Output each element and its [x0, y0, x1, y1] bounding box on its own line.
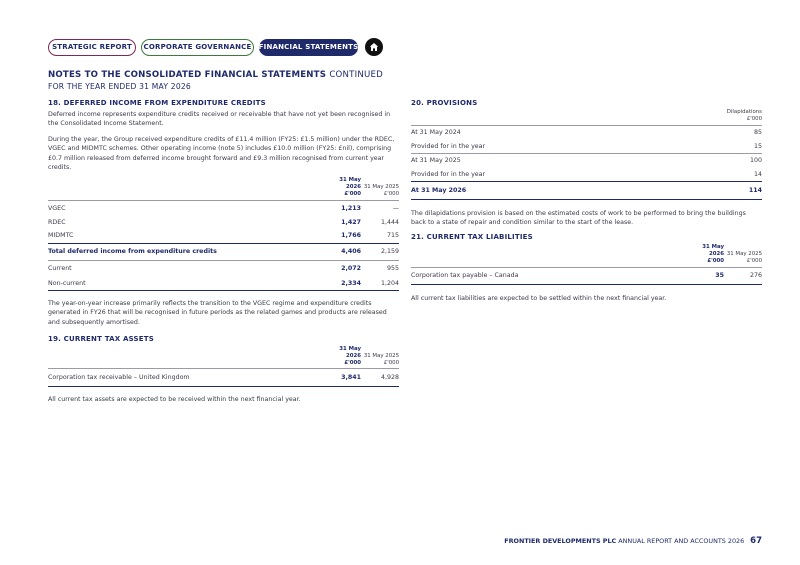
total-row: Total deferred income from expenditure credits 4,406 2,159	[48, 243, 399, 260]
table-row: VGEC 1,213 —	[48, 200, 399, 216]
table-header	[411, 244, 762, 267]
footer-document: ANNUAL REPORT AND ACCOUNTS 2026	[618, 537, 745, 545]
col-2026-header: 31 May 2026 £'000	[339, 177, 361, 198]
section-21-heading: 21. CURRENT TAX LIABILITIES	[411, 233, 533, 242]
table-row: Provided for in the year 15	[411, 140, 762, 153]
section-19-note: All current tax assets are expected to be received within the next financial year.	[48, 396, 301, 404]
col-dilapidations-header: Dilapidations £'000	[726, 109, 762, 122]
section-19-heading: 19. CURRENT TAX ASSETS	[48, 335, 154, 344]
page-title-main: NOTES TO THE CONSOLIDATED FINANCIAL STATEMENTS	[48, 70, 327, 80]
page-title-suffix: CONTINUED	[329, 70, 383, 80]
section-20-heading: 20. PROVISIONS	[411, 99, 478, 107]
provisions-table	[411, 109, 762, 200]
table-row: At 31 May 2024 85	[411, 125, 762, 140]
table-row: Corporation tax payable – Canada 35 276	[411, 267, 762, 284]
total-row: At 31 May 2026 114	[411, 181, 762, 199]
table-row: Corporation tax receivable – United Kingdom 3,841 4,928	[48, 369, 399, 387]
table-header	[48, 346, 399, 369]
home-icon	[369, 42, 379, 52]
table-row: Provided for in the year 14	[411, 170, 762, 178]
section-18-para-3: The year-on-year increase primarily reflects the transition to the VGEC regime and expenditure credits generated in FY26 that will be recognised in future periods as the related games and products are released and subsequently amortised.	[48, 299, 387, 326]
table-row: RDEC 1,427 1,444	[48, 218, 399, 226]
table-row: MIDMTC 1,766 715	[48, 232, 399, 240]
right-column	[411, 99, 762, 303]
page-subtitle: FOR THE YEAR ENDED 31 MAY 2026	[48, 82, 191, 91]
nav-financial-statements[interactable]: FINANCIAL STATEMENTS	[259, 39, 358, 56]
section-21-note: All current tax liabilities are expected to be settled within the next financial year.	[411, 294, 667, 302]
page-number: 67	[750, 536, 762, 546]
left-column	[48, 99, 399, 405]
home-button[interactable]	[365, 38, 383, 56]
deferred-income-table	[48, 177, 399, 290]
section-18-para-1: Deferred income represents expenditure credits received or receivable that have not yet been recognised in the Consolidated Income Statement.	[48, 111, 391, 128]
col-2025-header: 31 May 2025 £'000	[363, 352, 399, 366]
section-20-note: The dilapidations provision is based on the estimated costs of work to be performed to bring the buildings back to a state of repair and condition similar to the start of the lease.	[411, 209, 746, 226]
current-tax-liabilities-table	[411, 244, 762, 284]
footer-company: FRONTIER DEVELOPMENTS PLC	[504, 537, 617, 545]
section-18-para-2: During the year, the Group received expenditure credits of £11.4 million (FY25: £1.5 million) under the RDEC, VGEC and MIDMTC schemes. Other operating income (note 5) includes £10.0 million (FY25: £nil), comprising £0.7 million released from deferred income brought forward and £9.3 million recognised from current year credits.	[48, 135, 395, 172]
nav-corporate-governance[interactable]: CORPORATE GOVERNANCE	[141, 39, 254, 56]
section-nav	[48, 38, 383, 56]
table-header	[411, 109, 762, 125]
col-2026-header: 31 May 2026 £'000	[702, 244, 724, 264]
page-title	[48, 70, 383, 80]
table-row: Current 2,072 955	[48, 265, 399, 273]
table-row: At 31 May 2025 100	[411, 157, 762, 165]
section-18-heading: 18. DEFERRED INCOME FROM EXPENDITURE CREDITS	[48, 99, 266, 107]
table-header	[48, 177, 399, 200]
nav-strategic-report[interactable]: STRATEGIC REPORT	[48, 39, 136, 56]
col-2025-header: 31 May 2025 £'000	[726, 251, 762, 264]
col-2026-header: 31 May 2026 £'000	[339, 346, 361, 366]
current-tax-assets-table	[48, 346, 399, 387]
page-footer	[504, 536, 762, 546]
table-row: Non-current 2,334 1,204	[48, 276, 399, 290]
col-2025-header: 31 May 2025 £'000	[363, 184, 399, 198]
